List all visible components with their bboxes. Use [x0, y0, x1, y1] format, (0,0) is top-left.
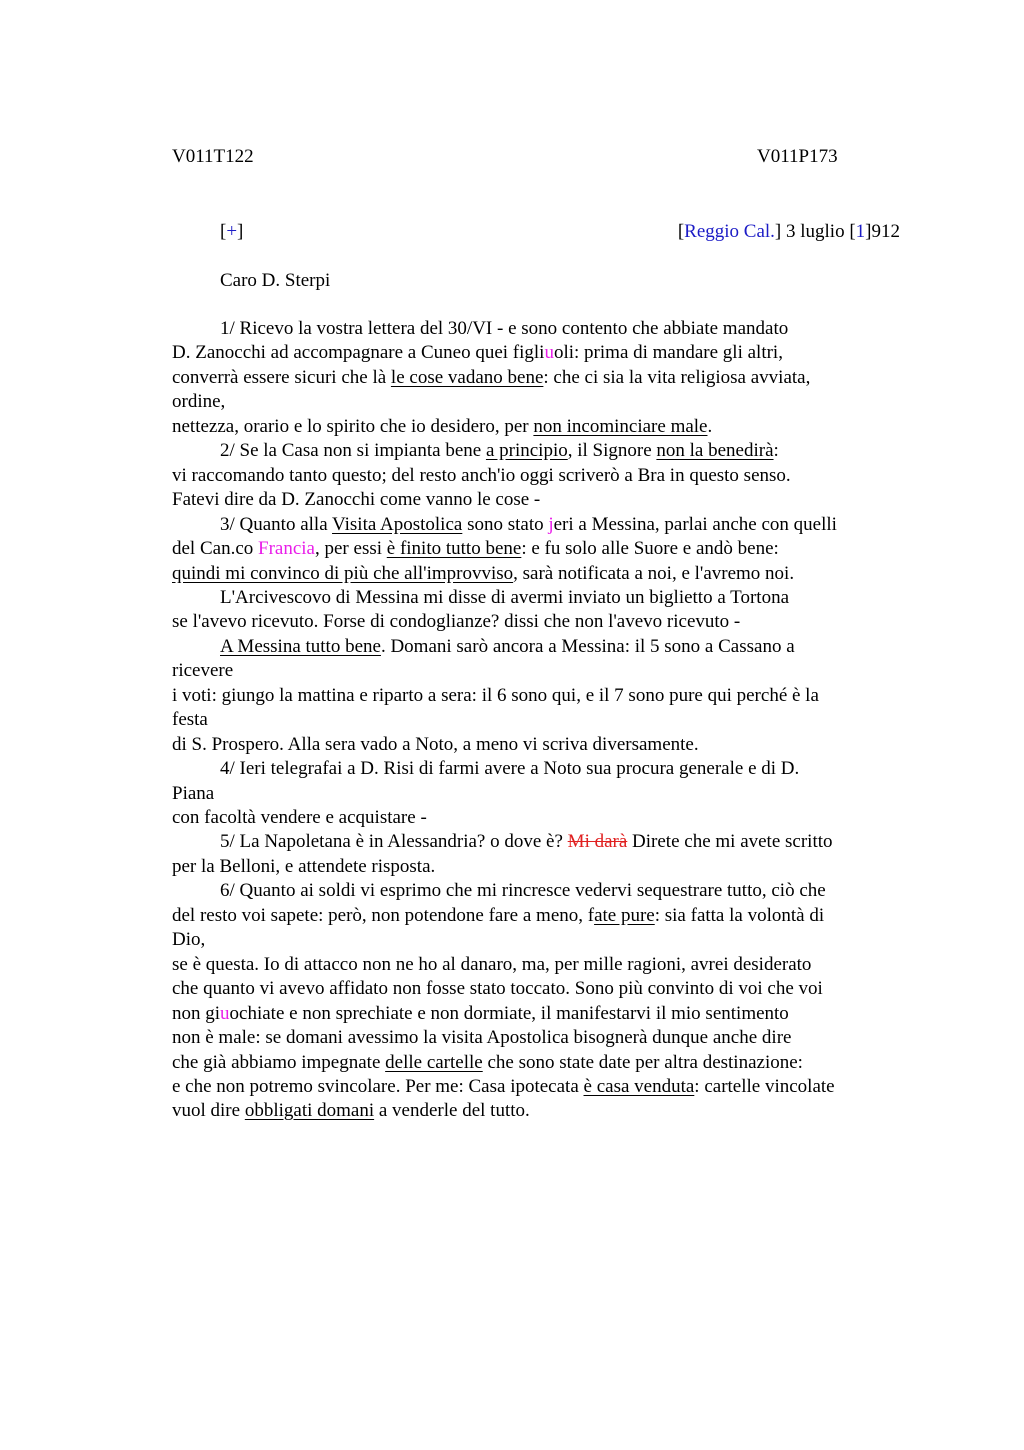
- text-run: ochiate e non sprechiate e non dormiate, il manifestarvi il mio sentimento: [229, 1003, 789, 1024]
- text-run: , per essi: [315, 538, 387, 559]
- text-line: [172, 953, 811, 977]
- text-run: L'Arcivescovo di Messina mi disse di avermi inviato un biglietto a Tortona: [220, 587, 789, 608]
- text-run: del resto voi sapete: però, non potendone fare a meno, f: [172, 905, 595, 926]
- text-u: quindi mi convinco di più che all'improvviso: [172, 563, 514, 584]
- text-run: . Domani sarò ancora a Messina: il 5 sono a Cassano a: [380, 636, 795, 657]
- place-date: [Reggio Cal.] 3 luglio [1]912: [677, 221, 900, 242]
- document-code-left: V011T122: [172, 146, 254, 167]
- text-mag: u: [544, 342, 554, 363]
- text-run: D. Zanocchi ad accompagnare a Cuneo quei figli: [172, 342, 545, 363]
- text-run: sono stato: [462, 514, 549, 535]
- text-run: 3/ Quanto alla: [220, 514, 333, 535]
- text-mag: Francia: [258, 538, 315, 559]
- text-line: [172, 1051, 803, 1075]
- text-run: : che ci sia la vita religiosa avviata,: [543, 367, 811, 388]
- text-line: [172, 659, 233, 683]
- text-strike: Mi darà: [567, 831, 628, 852]
- text-run: 2/ Se la Casa non si impianta bene: [220, 440, 486, 461]
- text-line: [220, 586, 789, 610]
- year: 912: [871, 221, 900, 242]
- text-run: 4/ Ieri telegrafai a D. Risi di farmi avere a Noto sua procura generale e di D.: [220, 758, 800, 779]
- century-digit: 1: [855, 221, 866, 242]
- text-run: 6/ Quanto ai soldi vi esprimo che mi rincresce vedervi sequestrare tutto, ciò che: [220, 880, 826, 901]
- salutation: Caro D. Sterpi: [220, 270, 331, 291]
- text-run: per la Belloni, e attendete risposta.: [172, 856, 436, 877]
- text-line: [220, 439, 779, 463]
- text-u: Visita Apostolica: [332, 514, 463, 535]
- text-line: [220, 830, 833, 854]
- text-u: obbligati domani: [244, 1100, 375, 1121]
- text-line: [172, 610, 740, 634]
- text-run: Dio,: [172, 929, 206, 950]
- text-u: le cose vadano bene: [390, 367, 544, 388]
- text-run: 5/ La Napoletana è in Alessandria? o dove è?: [220, 831, 568, 852]
- text-run: i voti: giungo la mattina e riparto a sera: il 6 sono qui, e il 7 sono pure qui perché è la: [172, 685, 819, 706]
- text-line: [172, 341, 783, 365]
- text-run: converrà essere sicuri che là: [172, 367, 391, 388]
- text-run: : cartelle vincolate: [694, 1076, 835, 1097]
- text-run: ordine,: [172, 391, 226, 412]
- text-line: [172, 684, 819, 708]
- text-run: Piana: [172, 783, 215, 804]
- text-run: che sono state date per altra destinazione:: [482, 1052, 803, 1073]
- text-run: a venderle del tutto.: [374, 1100, 530, 1121]
- text-u: a principio: [485, 440, 568, 461]
- text-run: con facoltà vendere e acquistare -: [172, 807, 427, 828]
- text-run: di S. Prospero. Alla sera vado a Noto, a meno vi scriva diversamente.: [172, 734, 699, 755]
- text-run: non è male: se domani avessimo la visita Apostolica bisognerà dunque anche dire: [172, 1027, 792, 1048]
- text-run: oli: prima di mandare gli altri,: [553, 342, 783, 363]
- text-run: Direte che mi avete scritto: [627, 831, 833, 852]
- text-u: non incominciare male: [533, 416, 708, 437]
- text-line: [172, 855, 435, 879]
- text-u: è casa venduta: [583, 1076, 695, 1097]
- text-run: se è questa. Io di attacco non ne ho al danaro, ma, per mille ragioni, avrei desiderato: [172, 954, 812, 975]
- text-mag: j: [548, 514, 554, 535]
- text-u: A Messina tutto bene: [220, 636, 381, 657]
- cross-symbol: +: [226, 221, 238, 242]
- text-run: Fatevi dire da D. Zanocchi come vanno le cose -: [172, 489, 541, 510]
- text-line: [172, 782, 214, 806]
- text-line: [172, 366, 810, 390]
- text-run: ricevere: [172, 660, 234, 681]
- text-line: [172, 928, 205, 952]
- text-run: festa: [172, 709, 208, 730]
- text-run: eri a Messina, parlai anche con quelli: [553, 514, 837, 535]
- text-line: [220, 513, 837, 537]
- text-run: non gi: [172, 1003, 221, 1024]
- text-line: [172, 1002, 789, 1026]
- place: Reggio Cal.: [684, 221, 775, 242]
- text-line: [172, 977, 823, 1001]
- document-code-right: V011P173: [757, 146, 838, 167]
- text-run: che già abbiamo impegnate: [172, 1052, 386, 1073]
- text-run: :: [773, 440, 779, 461]
- text-line: [172, 1026, 791, 1050]
- text-line: [172, 537, 779, 561]
- cross-mark: [+]: [220, 221, 244, 242]
- text-u: è finito tutto bene: [386, 538, 522, 559]
- text-line: [220, 879, 826, 903]
- text-line: [172, 904, 824, 928]
- text-run: vuol dire: [172, 1100, 245, 1121]
- text-run: .: [707, 416, 713, 437]
- text-u: ate pure: [594, 905, 655, 926]
- text-u: non la benedirà: [656, 440, 774, 461]
- text-run: , sarà notificata a noi, e l'avremo noi.: [513, 563, 795, 584]
- text-line: [172, 1075, 835, 1099]
- text-run: del Can.co: [172, 538, 259, 559]
- text-line: [172, 415, 712, 439]
- text-line: [172, 562, 794, 586]
- text-run: , il Signore: [567, 440, 657, 461]
- text-run: : sia fatta la volontà di: [654, 905, 825, 926]
- text-u: delle cartelle: [385, 1052, 483, 1073]
- text-run: : e fu solo alle Suore e andò bene:: [521, 538, 779, 559]
- date-text: 3 luglio: [781, 221, 850, 242]
- text-line: [172, 708, 208, 732]
- text-line: [220, 317, 788, 341]
- text-run: e che non potremo svincolare. Per me: Casa ipotecata: [172, 1076, 584, 1097]
- text-run: nettezza, orario e lo spirito che io desidero, per: [172, 416, 534, 437]
- text-run: che quanto vi avevo affidato non fosse stato toccato. Sono più convinto di voi che voi: [172, 978, 823, 999]
- text-line: [172, 390, 225, 414]
- text-line: [220, 635, 795, 659]
- text-line: [172, 488, 540, 512]
- text-run: 1/ Ricevo la vostra lettera del 30/VI - e sono contento che abbiate mandato: [220, 318, 789, 339]
- text-line: [172, 806, 427, 830]
- text-run: vi raccomando tanto questo; del resto anch'io oggi scriverò a Bra in questo senso.: [172, 465, 791, 486]
- text-line: [220, 757, 799, 781]
- text-run: se l'avevo ricevuto. Forse di condoglianze? dissi che non l'avevo ricevuto -: [172, 611, 741, 632]
- text-mag: u: [220, 1003, 230, 1024]
- text-line: [172, 464, 791, 488]
- text-line: [172, 733, 699, 757]
- text-line: [172, 1099, 530, 1123]
